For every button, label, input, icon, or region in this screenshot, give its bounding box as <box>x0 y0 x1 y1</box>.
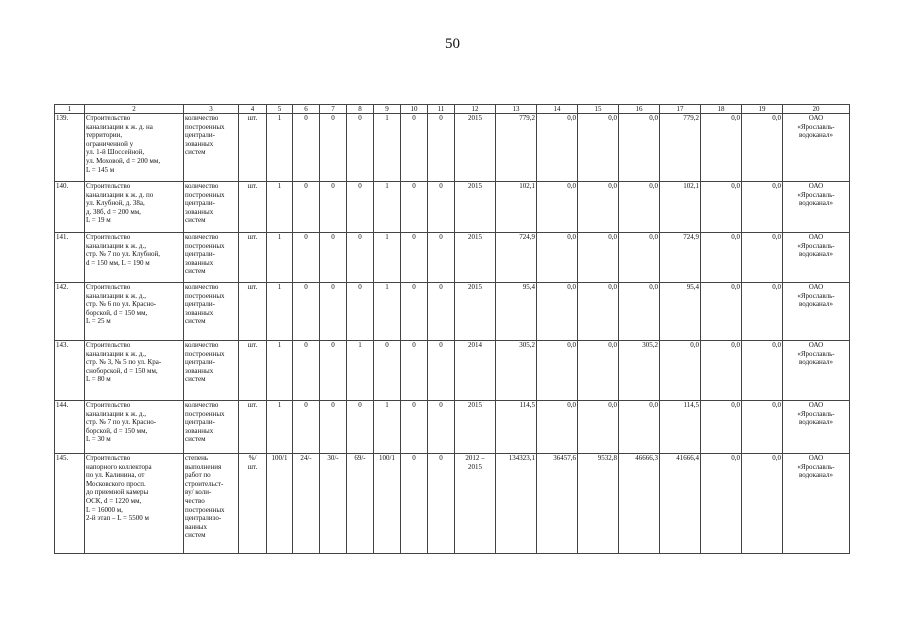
value-col-18: 0,0 <box>701 401 742 454</box>
value-col-10: 0 <box>401 401 428 454</box>
value-col-17: 779,2 <box>660 114 701 182</box>
value-col-10: 0 <box>401 283 428 341</box>
unit: шт. <box>239 283 267 341</box>
value-col-17: 102,1 <box>660 182 701 233</box>
value-col-18: 0,0 <box>701 283 742 341</box>
value-col-10: 0 <box>401 233 428 283</box>
column-number-19: 19 <box>742 105 783 114</box>
value-col-18: 0,0 <box>701 233 742 283</box>
value-col-6: 0 <box>293 114 320 182</box>
value-col-18: 0,0 <box>701 454 742 554</box>
table-row <box>55 341 850 401</box>
year: 2015 <box>455 182 496 233</box>
indicator: количество построенных централи- зованных систем <box>184 283 239 341</box>
unit: %/ шт. <box>239 454 267 554</box>
total-amount: 95,4 <box>496 283 537 341</box>
unit: шт. <box>239 341 267 401</box>
value-col-10: 0 <box>401 114 428 182</box>
value-col-16: 0,0 <box>619 283 660 341</box>
indicator: количество построенных централи- зованных систем <box>184 114 239 182</box>
row-number: 140. <box>55 182 85 233</box>
value-col-7: 0 <box>320 283 347 341</box>
total-amount: 305,2 <box>496 341 537 401</box>
value-col-15: 0,0 <box>578 182 619 233</box>
value-col-7: 0 <box>320 401 347 454</box>
value-col-15: 0,0 <box>578 283 619 341</box>
column-number-20: 20 <box>783 105 850 114</box>
column-number-4: 4 <box>239 105 267 114</box>
column-number-18: 18 <box>701 105 742 114</box>
organization: ОАО «Ярославль- водоканал» <box>783 182 850 233</box>
value-col-16: 305,2 <box>619 341 660 401</box>
value-col-11: 0 <box>428 454 455 554</box>
value-col-9: 1 <box>374 233 401 283</box>
organization: ОАО «Ярославль- водоканал» <box>783 114 850 182</box>
organization: ОАО «Ярославль- водоканал» <box>783 233 850 283</box>
unit: шт. <box>239 401 267 454</box>
indicator: количество построенных централи- зованных систем <box>184 401 239 454</box>
value-col-5: 1 <box>267 114 293 182</box>
column-number-11: 11 <box>428 105 455 114</box>
value-col-5: 1 <box>267 182 293 233</box>
value-col-18: 0,0 <box>701 341 742 401</box>
indicator: количество построенных централи- зованных систем <box>184 182 239 233</box>
column-number-14: 14 <box>537 105 578 114</box>
value-col-14: 0,0 <box>537 341 578 401</box>
value-col-10: 0 <box>401 341 428 401</box>
value-col-9: 1 <box>374 182 401 233</box>
value-col-16: 0,0 <box>619 182 660 233</box>
value-col-19: 0,0 <box>742 114 783 182</box>
column-number-17: 17 <box>660 105 701 114</box>
column-number-12: 12 <box>455 105 496 114</box>
value-col-15: 0,0 <box>578 341 619 401</box>
value-col-16: 0,0 <box>619 233 660 283</box>
column-number-header-row <box>55 105 850 114</box>
project-name: Строительство напорного коллектора по ул. Калинина, от Московского просп. до приемной камеры ОСК, d = 1220 мм, L = 16000 м, 2-й этап – L = 5500 м <box>85 454 184 554</box>
investment-table <box>54 104 850 554</box>
table-row <box>55 454 850 554</box>
table-row <box>55 182 850 233</box>
row-number: 145. <box>55 454 85 554</box>
row-number: 143. <box>55 341 85 401</box>
year: 2015 <box>455 233 496 283</box>
value-col-17: 41666,4 <box>660 454 701 554</box>
value-col-5: 1 <box>267 283 293 341</box>
value-col-7: 0 <box>320 233 347 283</box>
value-col-8: 0 <box>347 114 374 182</box>
value-col-11: 0 <box>428 283 455 341</box>
year: 2015 <box>455 401 496 454</box>
column-number-15: 15 <box>578 105 619 114</box>
row-number: 142. <box>55 283 85 341</box>
total-amount: 724,9 <box>496 233 537 283</box>
total-amount: 134323,1 <box>496 454 537 554</box>
year: 2012 – 2015 <box>455 454 496 554</box>
column-number-5: 5 <box>267 105 293 114</box>
unit: шт. <box>239 182 267 233</box>
value-col-19: 0,0 <box>742 341 783 401</box>
value-col-17: 724,9 <box>660 233 701 283</box>
value-col-7: 30/- <box>320 454 347 554</box>
year: 2014 <box>455 341 496 401</box>
value-col-19: 0,0 <box>742 454 783 554</box>
value-col-18: 0,0 <box>701 114 742 182</box>
value-col-15: 0,0 <box>578 233 619 283</box>
indicator: количество построенных централи- зованных систем <box>184 233 239 283</box>
project-name: Строительство канализации к ж. д., стр. № 7 по ул. Клубной, d = 150 мм, L = 190 м <box>85 233 184 283</box>
organization: ОАО «Ярославль- водоканал» <box>783 341 850 401</box>
total-amount: 779,2 <box>496 114 537 182</box>
column-number-6: 6 <box>293 105 320 114</box>
value-col-15: 0,0 <box>578 401 619 454</box>
value-col-5: 100/1 <box>267 454 293 554</box>
value-col-19: 0,0 <box>742 233 783 283</box>
value-col-9: 1 <box>374 114 401 182</box>
value-col-8: 0 <box>347 401 374 454</box>
value-col-11: 0 <box>428 401 455 454</box>
row-number: 144. <box>55 401 85 454</box>
value-col-5: 1 <box>267 233 293 283</box>
value-col-5: 1 <box>267 401 293 454</box>
column-number-3: 3 <box>184 105 239 114</box>
value-col-8: 69/- <box>347 454 374 554</box>
value-col-14: 36457,6 <box>537 454 578 554</box>
value-col-9: 1 <box>374 283 401 341</box>
value-col-7: 0 <box>320 341 347 401</box>
value-col-11: 0 <box>428 114 455 182</box>
project-name: Строительство канализации к ж. д., стр. № 6 по ул. Красно- борской, d = 150 мм, L = 25 м <box>85 283 184 341</box>
organization: ОАО «Ярославль- водоканал» <box>783 454 850 554</box>
value-col-6: 0 <box>293 182 320 233</box>
value-col-16: 46666,3 <box>619 454 660 554</box>
value-col-14: 0,0 <box>537 182 578 233</box>
value-col-6: 24/- <box>293 454 320 554</box>
value-col-19: 0,0 <box>742 401 783 454</box>
year: 2015 <box>455 283 496 341</box>
total-amount: 102,1 <box>496 182 537 233</box>
page-number: 50 <box>445 36 460 52</box>
total-amount: 114,5 <box>496 401 537 454</box>
value-col-17: 0,0 <box>660 341 701 401</box>
value-col-16: 0,0 <box>619 114 660 182</box>
column-number-8: 8 <box>347 105 374 114</box>
value-col-14: 0,0 <box>537 114 578 182</box>
value-col-7: 0 <box>320 114 347 182</box>
column-number-10: 10 <box>401 105 428 114</box>
value-col-15: 0,0 <box>578 114 619 182</box>
value-col-15: 9532,8 <box>578 454 619 554</box>
value-col-10: 0 <box>401 182 428 233</box>
unit: шт. <box>239 114 267 182</box>
value-col-19: 0,0 <box>742 182 783 233</box>
value-col-9: 100/1 <box>374 454 401 554</box>
value-col-14: 0,0 <box>537 401 578 454</box>
row-number: 139. <box>55 114 85 182</box>
value-col-17: 95,4 <box>660 283 701 341</box>
value-col-6: 0 <box>293 341 320 401</box>
value-col-16: 0,0 <box>619 401 660 454</box>
column-number-7: 7 <box>320 105 347 114</box>
organization: ОАО «Ярославль- водоканал» <box>783 283 850 341</box>
project-name: Строительство канализации к ж. д. по ул. Клубной, д. 38а, д. 38б, d = 200 мм, L = 19 м <box>85 182 184 233</box>
value-col-8: 0 <box>347 283 374 341</box>
value-col-9: 0 <box>374 341 401 401</box>
organization: ОАО «Ярославль- водоканал» <box>783 401 850 454</box>
year: 2015 <box>455 114 496 182</box>
value-col-8: 0 <box>347 233 374 283</box>
indicator: количество построенных централи- зованных систем <box>184 341 239 401</box>
column-number-16: 16 <box>619 105 660 114</box>
value-col-8: 1 <box>347 341 374 401</box>
value-col-6: 0 <box>293 283 320 341</box>
column-number-1: 1 <box>55 105 85 114</box>
value-col-11: 0 <box>428 341 455 401</box>
table-row <box>55 233 850 283</box>
value-col-6: 0 <box>293 233 320 283</box>
column-number-9: 9 <box>374 105 401 114</box>
value-col-5: 1 <box>267 341 293 401</box>
value-col-9: 1 <box>374 401 401 454</box>
project-name: Строительство канализации к ж. д., стр. № 3, № 5 по ул. Кра- сноборской, d = 150 мм, L = 80 м <box>85 341 184 401</box>
column-number-2: 2 <box>85 105 184 114</box>
value-col-14: 0,0 <box>537 283 578 341</box>
unit: шт. <box>239 233 267 283</box>
value-col-10: 0 <box>401 454 428 554</box>
table-row <box>55 401 850 454</box>
value-col-6: 0 <box>293 401 320 454</box>
value-col-18: 0,0 <box>701 182 742 233</box>
project-name: Строительство канализации к ж. д. на территории, ограниченной у ул. 1-й Шоссейной, ул. Моховой, d = 200 мм, L = 145 м <box>85 114 184 182</box>
indicator: степень выполнения работ по строительст- ву/ коли- чество построенных централизо- ванных систем <box>184 454 239 554</box>
value-col-11: 0 <box>428 182 455 233</box>
value-col-7: 0 <box>320 182 347 233</box>
value-col-14: 0,0 <box>537 233 578 283</box>
value-col-19: 0,0 <box>742 283 783 341</box>
value-col-11: 0 <box>428 233 455 283</box>
column-number-13: 13 <box>496 105 537 114</box>
table-row <box>55 114 850 182</box>
project-name: Строительство канализации к ж. д., стр. № 7 по ул. Красно- борской, d = 150 мм, L = 30 м <box>85 401 184 454</box>
row-number: 141. <box>55 233 85 283</box>
value-col-17: 114,5 <box>660 401 701 454</box>
table-row <box>55 283 850 341</box>
value-col-8: 0 <box>347 182 374 233</box>
